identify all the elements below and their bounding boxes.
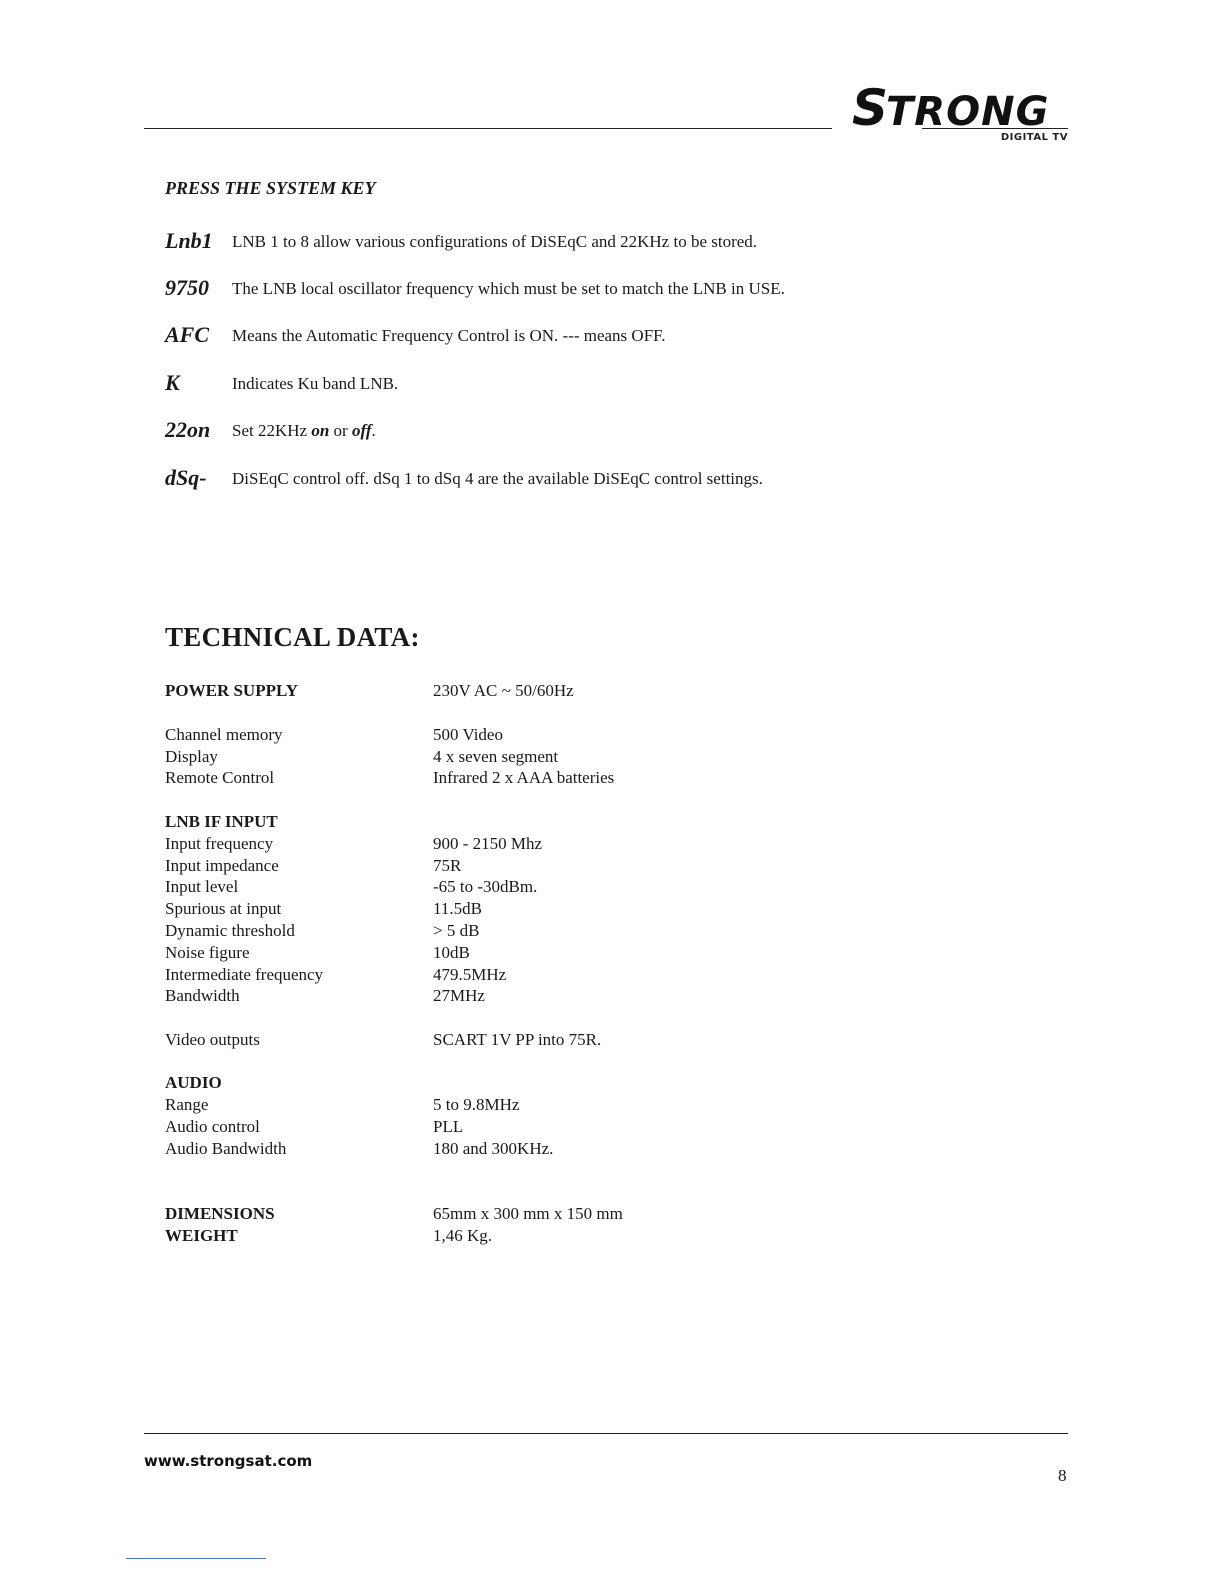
key-code: K	[165, 370, 180, 395]
spec-label: POWER SUPPLY	[165, 681, 299, 700]
system-key-heading: PRESS THE SYSTEM KEY	[165, 178, 376, 198]
page-number: 8	[1058, 1466, 1067, 1485]
key-description: LNB 1 to 8 allow various configurations of DiSEqC and 22KHz to be stored.	[232, 232, 758, 251]
key-code: 9750	[165, 275, 209, 300]
spec-label: AUDIO	[165, 1073, 222, 1092]
spec-value: 479.5MHz	[433, 965, 507, 984]
spec-value: 900 - 2150 Mhz	[433, 834, 543, 853]
spec-label: Range	[165, 1095, 209, 1114]
logo-subtitle: DIGITAL TV	[1000, 132, 1068, 143]
key-description: Indicates Ku band LNB.	[232, 374, 399, 393]
spec-value: 65mm x 300 mm x 150 mm	[433, 1204, 623, 1223]
spec-label: DIMENSIONS	[165, 1204, 275, 1223]
spec-label: Audio Bandwidth	[165, 1139, 287, 1158]
strong-logo	[852, 79, 1072, 150]
spec-label: Bandwidth	[165, 986, 240, 1005]
key-description: Means the Automatic Frequency Control is ON. --- means OFF.	[232, 326, 666, 345]
spec-value: -65 to -30dBm.	[433, 877, 538, 896]
spec-label: Input level	[165, 877, 239, 896]
spec-label: Spurious at input	[165, 899, 282, 918]
header-rule	[144, 128, 832, 129]
spec-value: 180 and 300KHz.	[433, 1139, 554, 1158]
spec-label: Intermediate frequency	[165, 965, 324, 984]
spec-value: SCART 1V PP into 75R.	[433, 1030, 602, 1049]
spec-label: Channel memory	[165, 725, 283, 744]
footer-website-link[interactable]: www.strongsat.com	[144, 1452, 313, 1470]
spec-value: 5 to 9.8MHz	[433, 1095, 520, 1114]
spec-value: 500 Video	[433, 725, 503, 744]
spec-label: LNB IF INPUT	[165, 812, 278, 831]
spec-value: 75R	[433, 856, 462, 875]
technical-data-title: TECHNICAL DATA:	[165, 622, 420, 652]
logo-wordmark: STRONG	[852, 79, 1050, 137]
spec-value: 1,46 Kg.	[433, 1226, 493, 1245]
spec-label: Remote Control	[165, 768, 275, 787]
key-description-prefix: Set 22KHz	[232, 421, 312, 440]
key-code: dSq-	[165, 465, 207, 490]
key-code: 22on	[165, 417, 211, 442]
spec-label: Input impedance	[165, 856, 279, 875]
spec-value: 27MHz	[433, 986, 485, 1005]
scan-edge-mark	[126, 1558, 266, 1559]
spec-label: Display	[165, 747, 218, 766]
spec-value: 4 x seven segment	[433, 747, 559, 766]
footer-rule	[144, 1433, 1068, 1434]
spec-label: Dynamic threshold	[165, 921, 295, 940]
key-description: The LNB local oscillator frequency which must be set to match the LNB in USE.	[232, 279, 785, 298]
spec-label: Video outputs	[165, 1030, 260, 1049]
spec-value: PLL	[433, 1117, 464, 1136]
spec-label: Audio control	[165, 1117, 260, 1136]
key-description	[232, 421, 376, 441]
spec-label: WEIGHT	[165, 1226, 238, 1245]
spec-label: Noise figure	[165, 943, 250, 962]
spec-value: 11.5dB	[433, 899, 482, 918]
key-code: Lnb1	[165, 228, 213, 253]
key-description-middle: or	[329, 421, 352, 440]
emphasis-on: on	[311, 421, 330, 440]
spec-value: > 5 dB	[433, 921, 480, 940]
spec-value: 10dB	[433, 943, 470, 962]
spec-label: Input frequency	[165, 834, 274, 853]
emphasis-off: off	[351, 421, 372, 440]
key-description-suffix: .	[371, 421, 376, 440]
spec-value: Infrared 2 x AAA batteries	[433, 768, 615, 787]
spec-value: 230V AC ~ 50/60Hz	[433, 681, 574, 700]
key-code: AFC	[165, 322, 210, 347]
logo-underline	[922, 128, 1068, 129]
key-description: DiSEqC control off. dSq 1 to dSq 4 are the available DiSEqC control settings.	[232, 469, 763, 488]
